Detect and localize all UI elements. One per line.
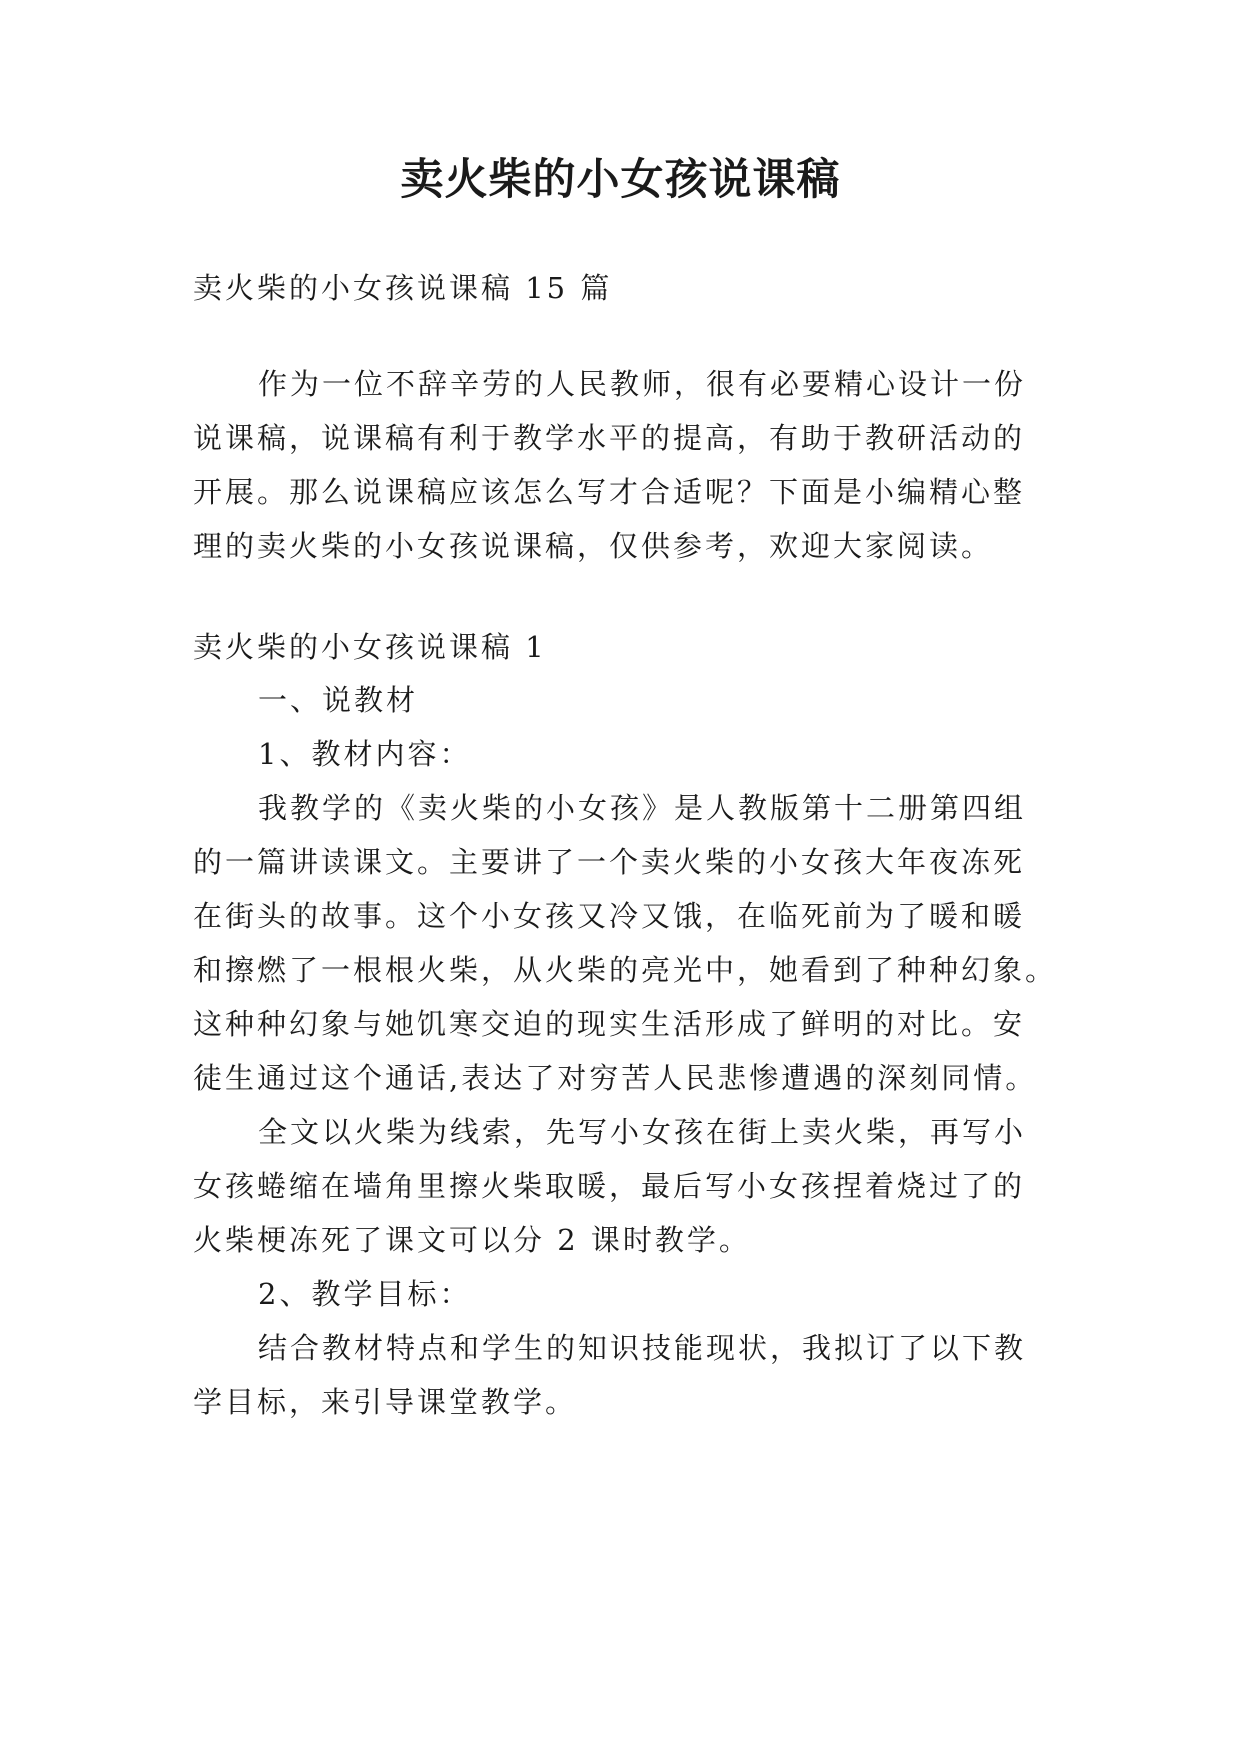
body-line: 女孩蜷缩在墙角里擦火柴取暖，最后写小女孩捏着烧过了的 bbox=[193, 1169, 1026, 1203]
intro-line: 说课稿，说课稿有利于教学水平的提高，有助于教研活动的 bbox=[193, 421, 1026, 455]
body-line: 在街头的故事。这个小女孩又冷又饿，在临死前为了暖和暖 bbox=[193, 899, 1026, 933]
part-heading: 一、说教材 bbox=[258, 683, 419, 717]
section-heading: 卖火柴的小女孩说课稿 1 bbox=[193, 630, 547, 664]
body-line: 结合教材特点和学生的知识技能现状，我拟订了以下教 bbox=[258, 1331, 1027, 1365]
body-line: 徒生通过这个通话,表达了对穷苦人民悲惨遭遇的深刻同情。 bbox=[193, 1061, 1038, 1095]
body-line: 火柴梗冻死了课文可以分 2 课时教学。 bbox=[193, 1223, 751, 1257]
body-line: 和擦燃了一根根火柴，从火柴的亮光中，她看到了种种幻象。 bbox=[193, 953, 1058, 987]
intro-line: 作为一位不辞辛劳的人民教师，很有必要精心设计一份 bbox=[258, 367, 1027, 401]
body-line: 这种种幻象与她饥寒交迫的现实生活形成了鲜明的对比。安 bbox=[193, 1007, 1026, 1041]
body-line: 的一篇讲读课文。主要讲了一个卖火柴的小女孩大年夜冻死 bbox=[193, 845, 1026, 879]
body-line: 我教学的《卖火柴的小女孩》是人教版第十二册第四组 bbox=[258, 791, 1027, 825]
intro-line: 开展。那么说课稿应该怎么写才合适呢？下面是小编精心整 bbox=[193, 475, 1026, 509]
document-title: 卖火柴的小女孩说课稿 bbox=[400, 155, 841, 205]
item1-heading: 1、教材内容： bbox=[258, 737, 472, 771]
intro-line: 理的卖火柴的小女孩说课稿，仅供参考，欢迎大家阅读。 bbox=[193, 529, 994, 563]
body-line: 学目标，来引导课堂教学。 bbox=[193, 1385, 578, 1419]
document-subtitle: 卖火柴的小女孩说课稿 15 篇 bbox=[193, 271, 613, 305]
body-line: 全文以火柴为线索，先写小女孩在街上卖火柴，再写小 bbox=[258, 1115, 1027, 1149]
item2-heading: 2、教学目标： bbox=[258, 1277, 472, 1311]
